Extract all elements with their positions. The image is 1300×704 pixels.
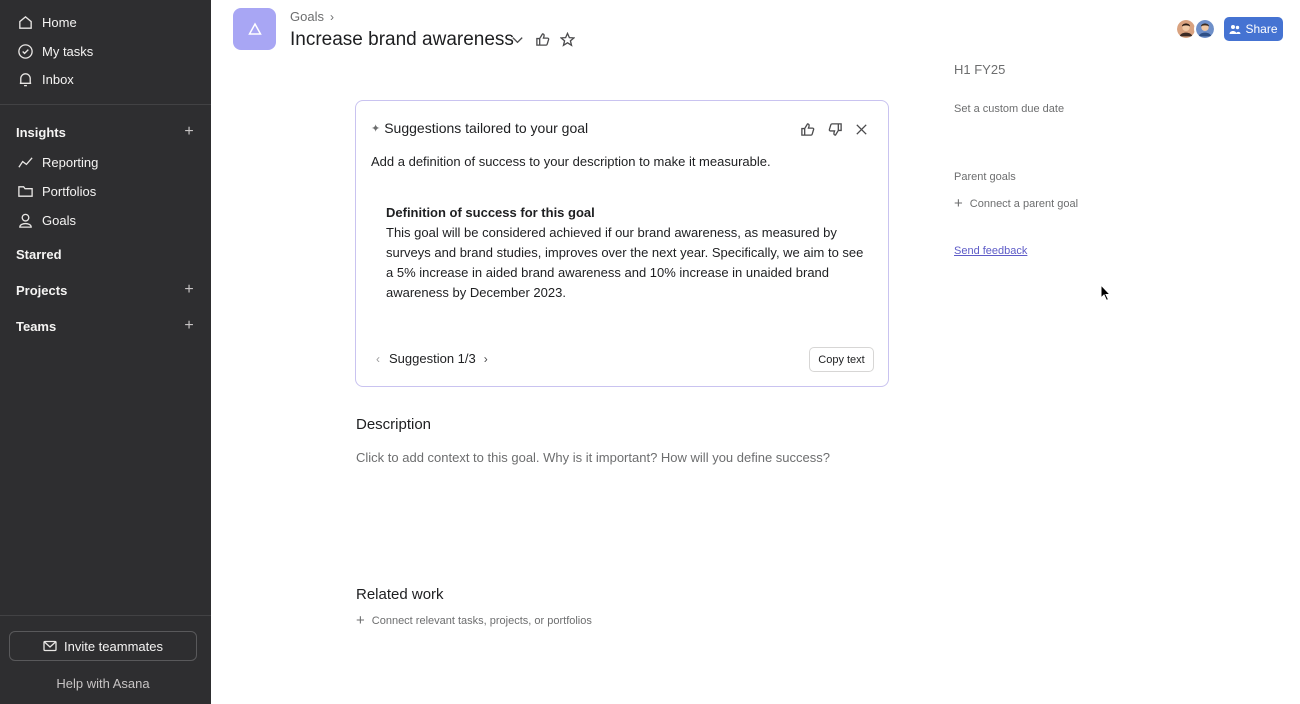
suggestion-card-title bbox=[371, 120, 588, 136]
bell-icon bbox=[16, 70, 34, 88]
sidebar-item-label: Goals bbox=[42, 212, 76, 228]
definition-title: Definition of success for this goal bbox=[386, 205, 595, 220]
plus-icon: + bbox=[356, 612, 365, 629]
sidebar-item-my-tasks[interactable] bbox=[16, 39, 93, 63]
send-feedback-link[interactable]: Send feedback bbox=[954, 245, 1028, 257]
chevron-down-icon[interactable] bbox=[509, 31, 525, 47]
suggested-definition bbox=[386, 203, 866, 303]
suggestion-intro: Add a definition of success to your description to make it measurable. bbox=[371, 154, 771, 169]
chevron-right-icon[interactable]: › bbox=[483, 351, 488, 366]
people-icon bbox=[1229, 23, 1241, 35]
check-circle-icon bbox=[16, 42, 34, 60]
sidebar bbox=[0, 0, 211, 704]
sidebar-item-reporting[interactable] bbox=[16, 150, 98, 174]
person-icon bbox=[16, 211, 34, 229]
sidebar-section-teams[interactable] bbox=[16, 315, 196, 337]
sidebar-section-starred[interactable] bbox=[16, 243, 196, 265]
avatar[interactable] bbox=[1194, 18, 1216, 40]
triangle-icon bbox=[248, 22, 262, 36]
goal-icon[interactable] bbox=[233, 8, 276, 50]
chevron-left-icon[interactable]: ‹ bbox=[376, 351, 380, 366]
sidebar-section-label: Projects bbox=[16, 282, 68, 298]
sidebar-item-label: Home bbox=[42, 14, 77, 30]
add-project-icon[interactable]: + bbox=[184, 281, 194, 298]
star-icon[interactable] bbox=[559, 31, 575, 47]
due-date-button[interactable]: Set a custom due date bbox=[954, 103, 1065, 115]
parent-link-label: Connect a parent goal bbox=[969, 197, 1079, 210]
time-period[interactable]: H1 FY25 bbox=[954, 62, 1006, 77]
description-field[interactable]: Click to add context to this goal. Why is it important? How will you define success? bbox=[356, 450, 830, 465]
chevron-right-icon: › bbox=[329, 9, 334, 24]
sidebar-item-label: Reporting bbox=[42, 154, 99, 170]
thumbs-up-icon[interactable] bbox=[798, 120, 816, 138]
mail-icon bbox=[43, 639, 57, 653]
folder-icon bbox=[16, 182, 34, 200]
description-heading: Description bbox=[356, 416, 432, 433]
suggestion-title: Suggestions tailored to your goal bbox=[384, 120, 589, 136]
sparkle-icon: ✦ bbox=[371, 122, 381, 135]
sidebar-item-portfolios[interactable] bbox=[16, 179, 96, 203]
copy-text-button[interactable]: Copy text bbox=[809, 347, 874, 372]
parent-goals-label: Parent goals bbox=[954, 171, 1016, 183]
sidebar-item-inbox[interactable] bbox=[16, 67, 74, 91]
share-button[interactable] bbox=[1224, 17, 1283, 41]
related-work-heading: Related work bbox=[356, 586, 444, 603]
sidebar-item-label: Inbox bbox=[42, 71, 74, 87]
share-label: Share bbox=[1245, 22, 1278, 36]
related-link-label: Connect relevant tasks, projects, or portfolios bbox=[371, 614, 592, 627]
connect-parent-goal-button[interactable] bbox=[954, 195, 1078, 212]
thumbs-down-icon[interactable] bbox=[826, 120, 844, 138]
sidebar-section-projects[interactable] bbox=[16, 279, 196, 301]
sidebar-section-label: Starred bbox=[16, 246, 62, 262]
sidebar-divider bbox=[0, 615, 211, 616]
definition-body: This goal will be considered achieved if our brand awareness, as measured by surveys and brand studies, improves over the next year. Specifically, we aim to see a 5% increase in aided brand awareness and 10% increase in unaided brand awareness by December 2023. bbox=[386, 225, 864, 300]
sidebar-section-insights[interactable] bbox=[16, 121, 196, 143]
breadcrumb[interactable] bbox=[290, 9, 334, 24]
connect-related-work-button[interactable] bbox=[356, 612, 592, 629]
plus-icon: + bbox=[954, 195, 963, 212]
invite-label: Invite teammates bbox=[64, 638, 163, 654]
sidebar-item-label: My tasks bbox=[42, 43, 94, 59]
add-insight-icon[interactable]: + bbox=[184, 123, 194, 140]
suggestion-pager bbox=[376, 351, 488, 366]
sidebar-item-goals[interactable] bbox=[16, 208, 76, 232]
suggestion-card bbox=[355, 100, 889, 387]
chart-line-icon bbox=[16, 153, 34, 171]
help-link[interactable]: Help with Asana bbox=[56, 676, 150, 691]
breadcrumb-goals[interactable]: Goals bbox=[290, 9, 324, 24]
mouse-cursor-icon bbox=[1100, 284, 1112, 302]
thumbs-up-icon[interactable] bbox=[534, 31, 550, 47]
home-icon bbox=[16, 13, 34, 31]
invite-teammates-button[interactable] bbox=[9, 631, 197, 661]
sidebar-item-home[interactable] bbox=[16, 10, 77, 34]
add-team-icon[interactable]: + bbox=[184, 317, 194, 334]
sidebar-section-label: Insights bbox=[16, 124, 66, 140]
sidebar-divider bbox=[0, 104, 211, 105]
suggestion-counter: Suggestion 1/3 bbox=[389, 351, 476, 366]
close-icon[interactable] bbox=[852, 120, 870, 138]
sidebar-section-label: Teams bbox=[16, 318, 57, 334]
page-title[interactable]: Increase brand awareness bbox=[290, 29, 514, 50]
sidebar-item-label: Portfolios bbox=[42, 183, 97, 199]
